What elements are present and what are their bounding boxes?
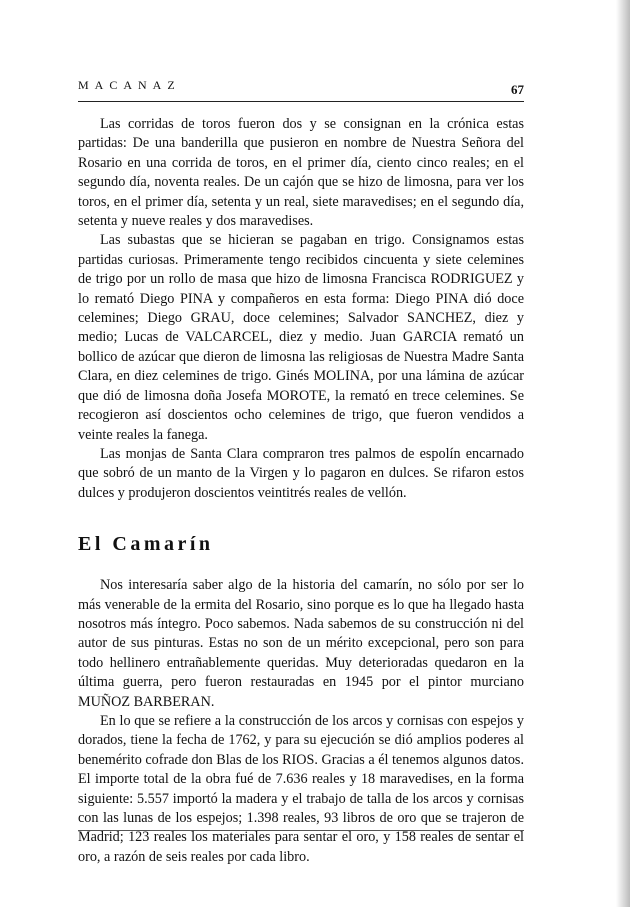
paragraph-arcos-cornisas: En lo que se refiere a la construcción de los arcos y cornisas con espejos y dorados, tiene la fecha de 1762, y para su ejecución se dió amplios poderes al benemérito cofrade don Blas de los RIOS. Gracias a él tenemos algunos datos. El importe total de la obra fué de 7.636 reales y 18 maravedises, en la forma siguiente: 5.557 importó la madera y el trabajo de talla de los arcos y cornisas con las lunas de los espejos; 1.398 reales, 93 libros de oro que se trajeron de Madrid; 123 reales los materiales para sentar el oro, y 158 reales de sentar el oro, a razón de seis reales por cada libro. <box>78 712 524 865</box>
paragraph-corridas: Las corridas de toros fueron dos y se consignan en la crónica estas partidas: De una banderilla que pusieron en nombre de Nuestra Señora del Rosario en una corrida de toros, en el primer día, ciento cinco reales; en el segundo día, noventa reales. De un cajón que se hizo de limosna, para ver los toros, en el primer día, setenta y un real, siete maravedises; en el segundo día, setenta y nueve reales y dos maravedises. <box>78 116 524 230</box>
paragraph-subastas: Las subastas que se hicieran se pagaban en trigo. Consignamos estas partidas curiosas. Primeramente tengo recibidos cincuenta y siete celemines de trigo por un rollo de masa que hizo de limosna Francisca RODRIGUEZ y lo remató Diego PINA y compañeros en esta forma: Diego PINA dió doce celemines; Diego GRAU, doce celemines; Salvador SANCHEZ, diez y medio; Lucas de VALCARCEL, diez y medio. Juan GARCIA remató un bollico de azúcar que dieron de limosna las religiosas de Nuestra Madre Santa Clara, en diez celemines de trigo. Ginés MOLINA, por una lámina de azúcar que dió de limosna doña Josefa MOROTE, la remató en trece celemines. Se recogieron así doscientos ocho celemines de trigo, que fueron vendidos a veinte reales la fanega. <box>78 232 524 443</box>
paragraph-camarin-historia: Nos interesaría saber algo de la historia del camarín, no sólo por ser lo más venerable de la ermita del Rosario, sino porque es lo que ha llegado hasta nosotros más íntegro. Poco sabemos. Nada sabemos de su construcción ni del autor de sus pinturas. Estas no son de un mérito excepcional, pero son para todo hellinero entrañablemente queridas. Muy deterioradas quedaron en la última guerra, pero fueron restauradas en 1945 por el pintor murciano MUÑOZ BARBERAN. <box>78 577 524 710</box>
footer-rule <box>78 830 524 831</box>
page-header <box>78 78 524 100</box>
section-title: El Camarín <box>78 533 214 556</box>
paragraph-monjas: Las monjas de Santa Clara compraron tres palmos de espolín encarnado que sobró de un manto de la Virgen y lo pagaron en dulces. Se rifaron estos dulces y produjeron doscientos veintitrés reales de vellón. <box>78 445 524 501</box>
page-number: 67 <box>511 82 524 97</box>
running-head: MACANAZ <box>78 78 181 92</box>
body-text <box>78 115 524 867</box>
header-rule <box>78 101 524 102</box>
page-edge-shadow <box>616 0 630 907</box>
